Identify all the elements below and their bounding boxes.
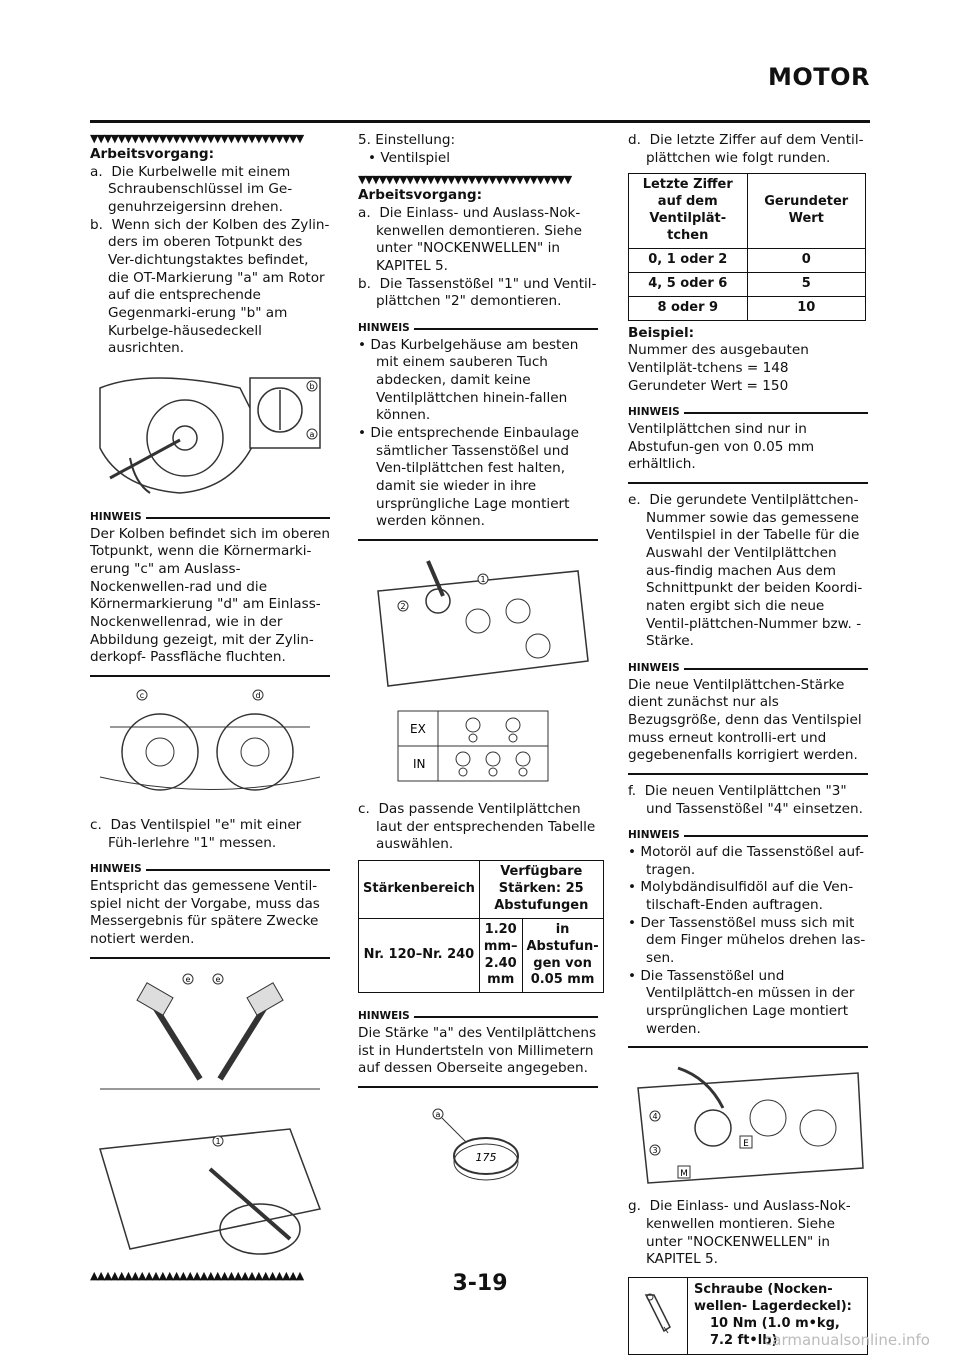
hinweis-5: HINWEIS [628, 403, 868, 421]
svg-text:a: a [309, 430, 315, 440]
page-header [90, 54, 870, 94]
step-a: a. Die Kurbelwelle mit einem Schraubenschlüssel im Ge-genuhrzeigersinn drehen. [90, 163, 293, 216]
torque-value: 10 Nm (1.0 m•kg, 7.2 ft•lb) [710, 1315, 840, 1348]
svg-text:c: c [139, 691, 145, 701]
bullet-ventilspiel: • Ventilspiel [368, 149, 451, 166]
valve-clearance-figure [90, 969, 330, 1109]
install-lifter-figure [628, 1058, 868, 1188]
bullet-rotate: • Der Tassenstößel muss sich mit dem Finger mühelos drehen las-sen. [628, 914, 866, 967]
feeler-gauge-figure [90, 1119, 330, 1259]
procedure-end-marker: ▲▲▲▲▲▲▲▲▲▲▲▲▲▲▲▲▲▲▲▲▲▲▲▲▲▲▲▲▲▲▲ [90, 1268, 303, 1282]
table-header: Stärkenbereich [359, 861, 480, 919]
svg-text:3: 3 [652, 1146, 658, 1156]
note-measure: Entspricht das gemessene Ventil-spiel nicht der Vorgabe, muss das Messergebnis für spätere Zwecke notiert werden. [90, 878, 320, 948]
svg-text:1: 1 [215, 1136, 221, 1146]
page-title: MOTOR [767, 63, 870, 91]
example-line-1: Nummer des ausgebauten Ventilplät-tchens = 148 [628, 342, 809, 376]
table-cell: in Abstufun-gen von 0.05 mm [522, 918, 603, 993]
rounding-table [628, 173, 866, 320]
step-b: b. Die Tassenstößel "1" und Ventil-plättchen "2" demontieren. [358, 275, 597, 310]
svg-text:e: e [215, 974, 221, 984]
hinweis-4: HINWEIS [358, 1007, 598, 1025]
table-row: 8 oder 9 10 [629, 296, 866, 320]
step-d: d. Die letzte Ziffer auf dem Ventil-plättchen wie folgt runden. [628, 132, 864, 166]
cam-sprocket-figure [90, 687, 330, 807]
column-1 [90, 132, 330, 1283]
watermark: carmanualsonline.info [764, 1330, 930, 1349]
step-c: c. Das passende Ventilplättchen laut der entsprechenden Tabelle auswählen. [358, 801, 596, 853]
rotor-alignment-figure [90, 368, 330, 498]
procedure-start-marker: ▼▼▼▼▼▼▼▼▼▼▼▼▼▼▼▼▼▼▼▼▼▼▼▼▼▼▼▼▼▼▼ [90, 132, 303, 145]
table-header: Letzte Ziffer auf dem Ventilplät-tchen [629, 174, 748, 249]
svg-text:2: 2 [400, 602, 406, 612]
table-cell: 1.20 mm–2.40 mm [479, 918, 522, 993]
hinweis-label: HINWEIS [90, 511, 146, 523]
procedure-heading: Arbeitsvorgang: [358, 187, 483, 204]
hinweis-3: HINWEIS [358, 319, 598, 337]
hinweis-6: HINWEIS [628, 659, 868, 677]
bullet-moly: • Molybdändisulfidöl auf die Ven-tilschaft-Enden auftragen. [628, 879, 854, 914]
svg-text:1: 1 [480, 575, 486, 585]
note-reference: Die neue Ventilplättchen-Stärke dient zunächst nur als Bezugsgröße, denn das Ventilspiel muss erneut kontrolli-ert und gegebenenfalls korrigiert werden. [628, 676, 862, 764]
table-row: 4, 5 oder 6 5 [629, 272, 866, 296]
hinweis-2: HINWEIS [90, 860, 330, 878]
cylinder-head-figure [358, 551, 598, 691]
torque-title: Schraube (Nocken-wellen- Lagerdeckel): [694, 1282, 852, 1315]
svg-text:a: a [435, 1110, 441, 1120]
header-rule [90, 120, 870, 123]
table-row: 0, 1 oder 2 0 [629, 248, 866, 272]
hinweis-7: HINWEIS [628, 826, 868, 844]
table-cell: Nr. 120–Nr. 240 [359, 918, 480, 993]
hinweis-1 [90, 508, 330, 526]
table-header: Gerundeter Wert [747, 174, 866, 249]
step-5: 5. Einstellung: [358, 132, 456, 148]
example-line-2: Gerundeter Wert = 150 [628, 377, 789, 394]
svg-text:175: 175 [475, 1151, 497, 1165]
table-header: Verfügbare Stärken: 25 Abstufungen [479, 861, 603, 919]
svg-text:EX: EX [410, 722, 426, 737]
svg-text:b: b [309, 382, 315, 392]
ex-in-valve-diagram [358, 701, 598, 791]
step-f: f. Die neuen Ventilplättchen "3" und Tassenstößel "4" einsetzen. [628, 783, 863, 817]
bullet-position: • Die Tassenstößel und Ventilplättch-en müssen in der ursprünglichen Lage montiert werden. [628, 967, 855, 1037]
shim-figure [358, 1098, 598, 1188]
svg-text:e: e [185, 974, 191, 984]
shim-range-table [358, 860, 604, 993]
step-g: g. Die Einlass- und Auslass-Nok-kenwellen montieren. Siehe unter "NOCKENWELLEN" in KAPITEL 5. [628, 1198, 851, 1268]
svg-text:M: M [680, 1169, 688, 1180]
svg-text:4: 4 [652, 1112, 658, 1122]
step-e: e. Die gerundete Ventilplättchen-Nummer sowie das gemessene Ventilspiel in der Tabelle für die Auswahl der Ventilplättchen aus-findig machen Aus dem Schnittpunkt der beiden Koordi-naten ergibt sich die neue Ventil-plättchen-Nummer bzw. -Stärke. [628, 491, 863, 650]
step-c: c. Das Ventilspiel "e" mit einer Füh-lerlehre "1" messen. [90, 817, 302, 851]
procedure-start-marker: ▼▼▼▼▼▼▼▼▼▼▼▼▼▼▼▼▼▼▼▼▼▼▼▼▼▼▼▼▼▼▼ [358, 173, 571, 187]
column-2 [358, 132, 598, 1198]
step-a: a. Die Einlass- und Auslass-Nok-kenwellen demontieren. Siehe unter "NOCKENWELLEN" in KAPITEL 5. [358, 205, 582, 275]
svg-text:d: d [255, 691, 261, 701]
svg-text:E: E [743, 1139, 749, 1150]
svg-text:IN: IN [413, 757, 426, 772]
bullet-oil: • Motoröl auf die Tassenstößel auf-tragen. [628, 844, 865, 878]
hinweis-end-rule [90, 675, 330, 677]
procedure-heading: Arbeitsvorgang: [90, 146, 215, 162]
note-availability: Ventilplättchen sind nur in Abstufun-gen von 0.05 mm erhältlich. [628, 420, 815, 473]
note-tdc: Der Kolben befindet sich im oberen Totpunkt, wenn die Körnermarki-erung "c" am Auslass- Nockenwellen-rad und die Körnermarkierung "d" am Einlass- Nockenwellenrad, wie in der Abbildung gezeigt, mit der Zylin-derkopf- Passfläche fluchten. [90, 525, 331, 666]
bullet-cover-crankcase: • Das Kurbelgehäuse am besten mit einem sauberen Tuch abdecken, damit keine Ventilplättchen hinein-fallen können. [358, 336, 579, 424]
note-thickness: Die Stärke "a" des Ventilplättchens ist in Hundertsteln von Millimetern auf dessen Oberseite angegeben. [358, 1025, 597, 1077]
column-3 [628, 132, 868, 1355]
step-b: b. Wenn sich der Kolben des Zylin-ders im oberen Totpunkt des Ver-dichtungstaktes befindet, die OT-Markierung "a" am Rotor auf die entsprechende Gegenmarki-erung "b" am Kurbelge-häusedeckell ausrichten. [90, 216, 330, 357]
page-number: 3-19 [452, 1271, 508, 1296]
bullet-note-position: • Die entsprechende Einbaulage sämtlicher Tassenstößel und Ven-tilplättchen fest halten, damit sie wieder in ihre ursprüngliche Lage montiert werden können. [358, 425, 579, 530]
example-heading: Beispiel: [628, 324, 695, 341]
